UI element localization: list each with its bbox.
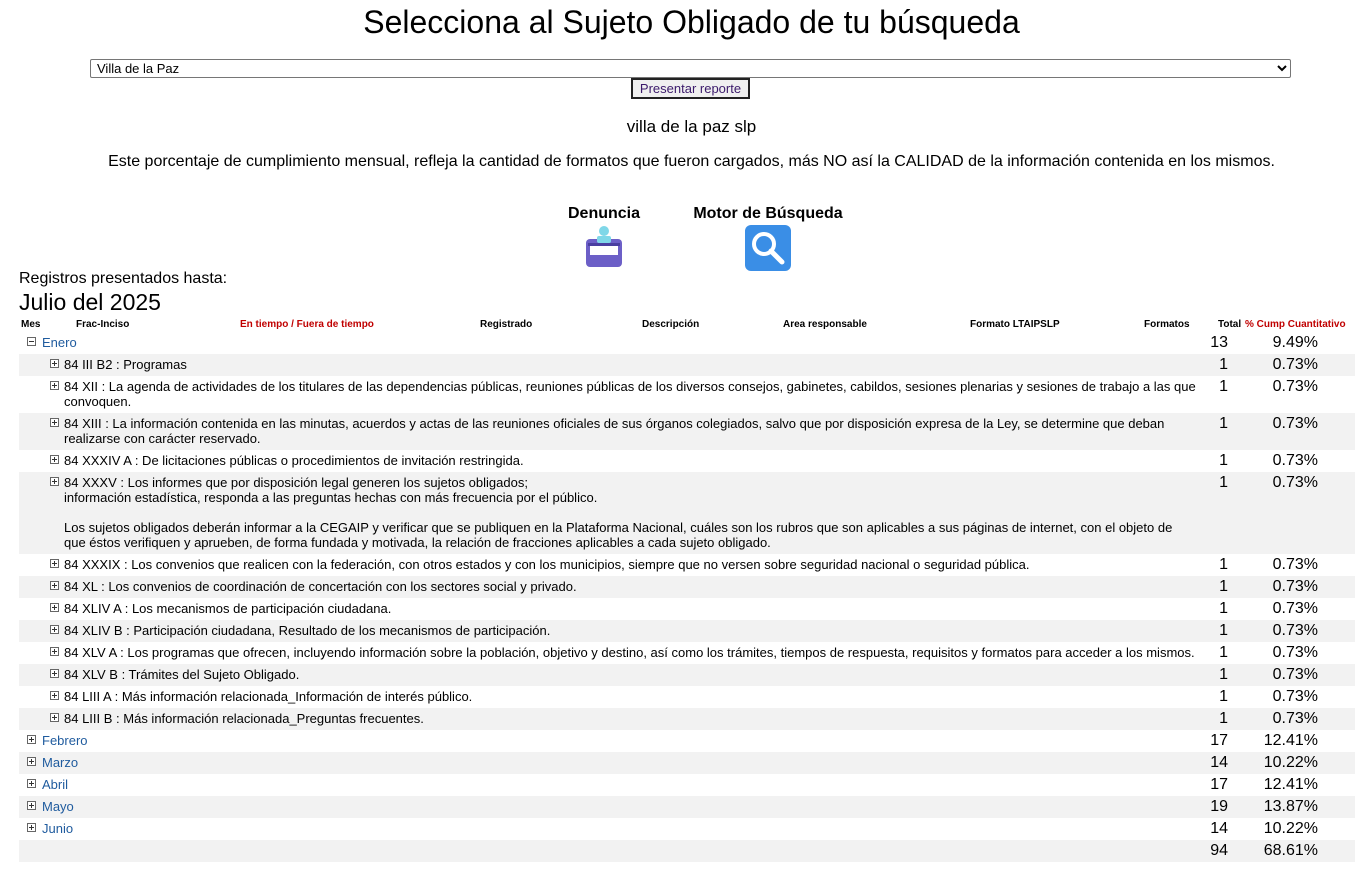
expand-icon[interactable] — [50, 477, 59, 486]
col-frac: Frac-Inciso — [76, 319, 130, 330]
frac-total: 1 — [1219, 600, 1228, 617]
month-row-junio — [19, 818, 1355, 840]
frac-pct: 0.73% — [1272, 644, 1318, 661]
frac-pct: 0.73% — [1272, 688, 1318, 705]
frac-total: 1 — [1219, 622, 1228, 639]
frac-text-line2: información estadística, responda a las preguntas hechas con más frecuencia por el público. — [64, 490, 598, 505]
frac-total: 1 — [1219, 356, 1228, 373]
present-report-button[interactable]: Presentar reporte — [631, 78, 750, 99]
expand-icon[interactable] — [50, 381, 59, 390]
frac-text: 84 LIII A : Más información relacionada_Información de interés público. — [64, 689, 473, 704]
expand-icon[interactable] — [50, 359, 59, 368]
frac-pct: 0.73% — [1272, 710, 1318, 727]
month-row-abril — [19, 774, 1355, 796]
subject-select[interactable] — [90, 59, 1291, 78]
frac-total: 1 — [1219, 710, 1228, 727]
frac-total: 1 — [1219, 452, 1228, 469]
entity-name: villa de la paz slp — [626, 117, 757, 136]
frac-row — [19, 598, 1355, 620]
frac-text: 84 XXXIX : Los convenios que realicen con la federación, con otros estados y con los municipios, siempre que no versen sobre seguridad nacional o seguridad pública. — [64, 557, 1030, 572]
frac-pct: 0.73% — [1272, 578, 1318, 595]
frac-row — [19, 664, 1355, 686]
col-registrado: Registrado — [480, 319, 533, 330]
frac-pct: 0.73% — [1272, 474, 1318, 491]
frac-row — [19, 554, 1355, 576]
motor-busqueda-link[interactable] — [688, 205, 848, 271]
frac-pct: 0.73% — [1272, 452, 1318, 469]
disclaimer-text: Este porcentaje de cumplimiento mensual, refleja la cantidad de formatos que fueron cargados, más NO así la CALIDAD de la información contenida en los mismos. — [108, 153, 1275, 170]
frac-row — [19, 354, 1355, 376]
expand-icon[interactable] — [50, 559, 59, 568]
col-area: Area responsable — [783, 319, 867, 330]
expand-icon[interactable] — [27, 801, 36, 810]
frac-total: 1 — [1219, 688, 1228, 705]
frac-row — [19, 413, 1355, 450]
motor-label: Motor de Búsqueda — [693, 205, 843, 222]
month-pct: 10.22% — [1263, 754, 1318, 771]
ballot-box-icon[interactable] — [584, 225, 624, 267]
frac-text: 84 XII : La agenda de actividades de los titulares de las dependencias públicas, reuniones públicas de los diversos consejos, gabinetes, cabildos, sesiones plenarias y sesiones de trabajo a las que convoquen. — [64, 379, 1196, 409]
expand-icon[interactable] — [50, 581, 59, 590]
frac-text: 84 LIII B : Más información relacionada_Preguntas frecuentes. — [64, 711, 424, 726]
frac-total: 1 — [1219, 556, 1228, 573]
col-tiempo: En tiempo / Fuera de tiempo — [240, 319, 374, 330]
denuncia-link[interactable] — [560, 205, 648, 267]
col-mes: Mes — [21, 319, 41, 330]
grand-total-row — [19, 840, 1355, 862]
frac-text: 84 XXXIV A : De licitaciones públicas o procedimientos de invitación restringida. — [64, 453, 524, 468]
frac-text: 84 XLV B : Trámites del Sujeto Obligado. — [64, 667, 300, 682]
frac-text: 84 XLV A : Los programas que ofrecen, incluyendo información sobre la población, objetivo y destino, así como los trámites, tiempos de respuesta, requisitos y formatos para acceder a los mismos. — [64, 645, 1195, 660]
search-icon[interactable] — [745, 225, 791, 271]
frac-total: 1 — [1219, 644, 1228, 661]
frac-pct: 0.73% — [1272, 556, 1318, 573]
col-formato: Formato LTAIPSLP — [970, 319, 1060, 330]
month-total: 13 — [1210, 334, 1228, 351]
month-pct: 12.41% — [1263, 776, 1318, 793]
frac-pct: 0.73% — [1272, 378, 1318, 395]
page-title: Selecciona al Sujeto Obligado de tu búsqueda — [363, 4, 1020, 40]
month-label[interactable]: Febrero — [42, 733, 88, 748]
expand-icon[interactable] — [50, 418, 59, 427]
frac-row — [19, 708, 1355, 730]
expand-icon[interactable] — [50, 455, 59, 464]
frac-text-line3: Los sujetos obligados deberán informar a la CEGAIP y verificar que se publiquen en la Plataforma Nacional, cuáles son los rubros que son aplicables a sus páginas de internet, con el objeto de que éstos verifiquen y aprueben, de forma fundada y motivada, la relación de fracciones aplicables a cada sujeto obligado. — [64, 520, 1173, 550]
month-total: 19 — [1210, 798, 1228, 815]
frac-total: 1 — [1219, 578, 1228, 595]
frac-row — [19, 642, 1355, 664]
frac-text: 84 XXXV : Los informes que por disposición legal generen los sujetos obligados; — [64, 475, 528, 490]
month-total: 17 — [1210, 732, 1228, 749]
grand-total: 94 — [1210, 842, 1228, 859]
frac-row — [19, 620, 1355, 642]
col-total: Total — [1218, 319, 1242, 330]
frac-pct: 0.73% — [1272, 666, 1318, 683]
expand-icon[interactable] — [50, 669, 59, 678]
col-cump: % Cump Cuantitativo — [1245, 319, 1346, 330]
registros-date: Julio del 2025 — [19, 289, 161, 315]
month-total: 17 — [1210, 776, 1228, 793]
frac-row — [19, 686, 1355, 708]
month-pct: 9.49% — [1272, 334, 1318, 351]
month-pct: 13.87% — [1263, 798, 1318, 815]
frac-text: 84 XIII : La información contenida en las minutas, acuerdos y actas de las reuniones oficiales de sus órganos colegiados, salvo que por disposición expresa de la Ley, se determine que deban realizarse con carácter reservado. — [64, 416, 1165, 446]
expand-icon[interactable] — [50, 603, 59, 612]
frac-row — [19, 450, 1355, 472]
expand-icon[interactable] — [27, 757, 36, 766]
month-label[interactable]: Abril — [42, 777, 69, 792]
col-descripcion: Descripción — [642, 319, 700, 330]
denuncia-label: Denuncia — [567, 205, 640, 222]
month-pct: 12.41% — [1263, 732, 1318, 749]
table-header — [19, 317, 1355, 332]
collapse-icon[interactable] — [27, 337, 36, 346]
month-row-mayo — [19, 796, 1355, 818]
month-row-febrero — [19, 730, 1355, 752]
month-total: 14 — [1210, 754, 1228, 771]
frac-total: 1 — [1219, 474, 1228, 491]
month-row-marzo — [19, 752, 1355, 774]
expand-icon[interactable] — [27, 779, 36, 788]
frac-text: 84 III B2 : Programas — [64, 357, 187, 372]
expand-icon[interactable] — [50, 713, 59, 722]
frac-pct: 0.73% — [1272, 622, 1318, 639]
col-formatos: Formatos — [1144, 319, 1190, 330]
month-row-enero — [19, 332, 1355, 354]
expand-icon[interactable] — [27, 735, 36, 744]
frac-pct: 0.73% — [1272, 600, 1318, 617]
frac-total: 1 — [1219, 666, 1228, 683]
month-label[interactable]: Marzo — [42, 755, 79, 770]
frac-row — [19, 472, 1355, 554]
expand-icon[interactable] — [50, 691, 59, 700]
registros-label: Registros presentados hasta: — [19, 270, 228, 287]
frac-text: 84 XLIV A : Los mecanismos de participación ciudadana. — [64, 601, 392, 616]
month-total: 14 — [1210, 820, 1228, 837]
compliance-table — [19, 317, 1355, 862]
grand-total-pct: 68.61% — [1263, 842, 1318, 859]
month-label[interactable]: Enero — [42, 335, 77, 350]
frac-text: 84 XL : Los convenios de coordinación de concertación con los sectores social y privado. — [64, 579, 577, 594]
frac-row — [19, 576, 1355, 598]
frac-total: 1 — [1219, 378, 1228, 395]
month-label[interactable]: Mayo — [42, 799, 74, 814]
month-label[interactable]: Junio — [42, 821, 74, 836]
frac-total: 1 — [1219, 415, 1228, 432]
expand-icon[interactable] — [27, 823, 36, 832]
frac-row — [19, 376, 1355, 413]
expand-icon[interactable] — [50, 647, 59, 656]
month-pct: 10.22% — [1263, 820, 1318, 837]
expand-icon[interactable] — [50, 625, 59, 634]
frac-pct: 0.73% — [1272, 415, 1318, 432]
frac-text: 84 XLIV B : Participación ciudadana, Resultado de los mecanismos de participación. — [64, 623, 551, 638]
frac-pct: 0.73% — [1272, 356, 1318, 373]
